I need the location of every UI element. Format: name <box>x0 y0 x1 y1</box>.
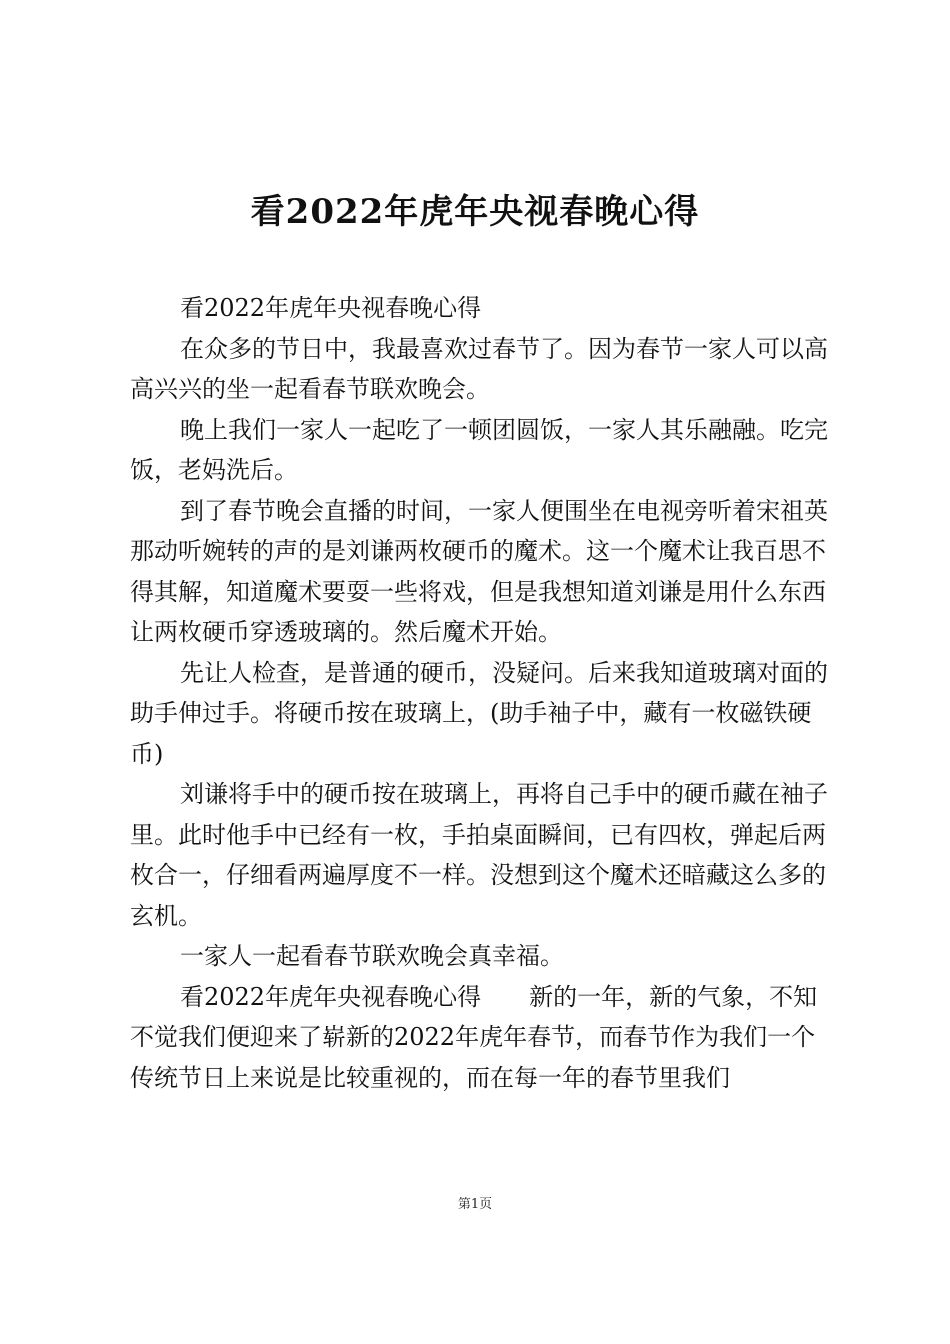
paragraph: 看2022年虎年央视春晚心得 新的一年，新的气象，不知不觉我们便迎来了崭新的2022年虎年春节，而春节作为我们一个传统节日上来说是比较重视的，而在每一年的春节里我们 <box>130 982 818 1092</box>
paragraph: 到了春节晚会直播的时间，一家人便围坐在电视旁听着宋祖英那动听婉转的声的是刘谦两枚硬币的魔术。这一个魔术让我百思不得其解，知道魔术要耍一些将戏，但是我想知道刘谦是用什么东西让两枚硬币穿透玻璃的。然后魔术开始。 <box>130 496 828 646</box>
paragraph: 刘谦将手中的硬币按在玻璃上，再将自己手中的硬币藏在袖子里。此时他手中已经有一枚，手拍桌面瞬间，已有四枚，弹起后两枚合一，仔细看两遍厚度不一样。没想到这个魔术还暗藏这么多的玄机。 <box>130 780 828 930</box>
paragraph: 晚上我们一家人一起吃了一顿团圆饭，一家人其乐融融。吃完饭，老妈洗后。 <box>130 415 828 484</box>
document-body <box>130 288 830 1098</box>
paragraph: 先让人检查，是普通的硬币，没疑问。后来我知道玻璃对面的助手伸过手。将硬币按在玻璃上，(助手袖子中，藏有一枚磁铁硬币) <box>130 658 828 768</box>
paragraph: 看2022年虎年央视春晚心得 <box>180 294 482 322</box>
paragraph: 一家人一起看春节联欢晚会真幸福。 <box>180 942 564 970</box>
paragraph: 在众多的节日中，我最喜欢过春节了。因为春节一家人可以高高兴兴的坐一起看春节联欢晚会。 <box>130 334 828 403</box>
page-number: 第1页 <box>457 1197 493 1212</box>
document-title: 看2022年虎年央视春晚心得 <box>250 192 700 232</box>
